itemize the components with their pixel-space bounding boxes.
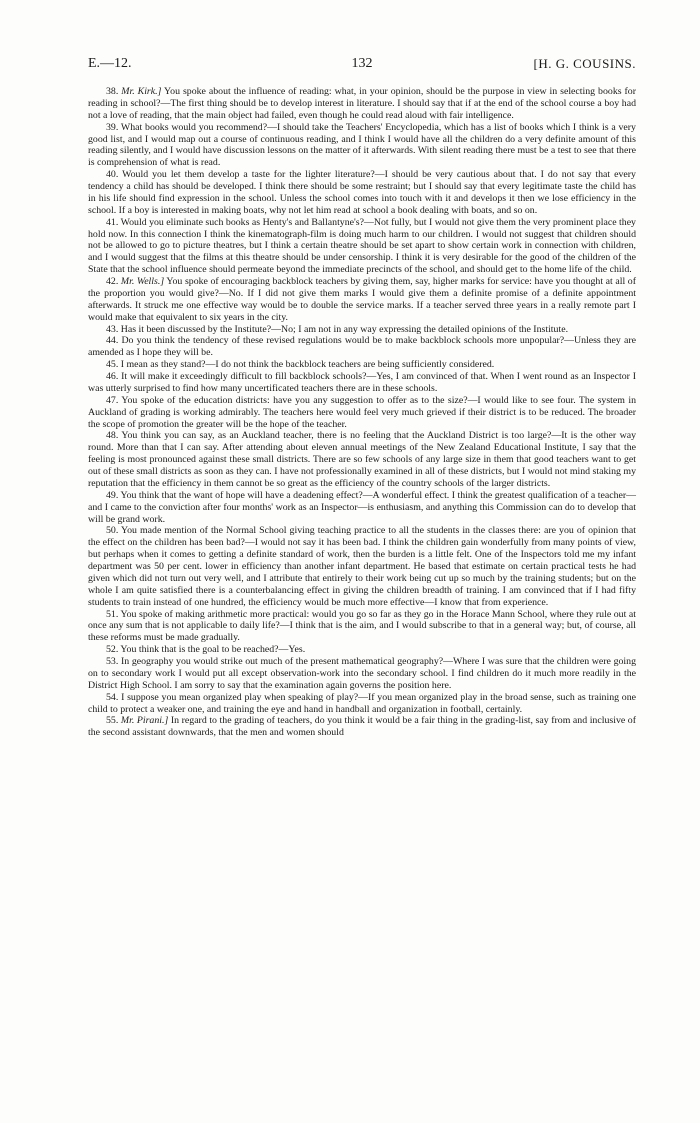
paragraph-text: You think you can say, as an Auckland teacher, there is no feeling that the Auckland District is too large?—It is the other way round. More than that I can say. After attending about eleven annual meetings of the New Zealand Educational Institute, I say that the feeling is most pronounced against these small districts. There are so few schools of any large size in them that good teachers want to get out of these small districts as soon as they can. I have not professionally examined in all of these districts, but I would not mind staking my reputation that the efficiency in them cannot be so great as the efficiency of the country schools of the larger districts. <box>88 430 636 489</box>
page-number: 132 <box>351 56 373 71</box>
paragraph-text: Has it been discussed by the Institute?—No; I am not in any way expressing the detailed opinions of the Institute. <box>120 323 569 335</box>
paragraph <box>88 335 636 359</box>
paragraph <box>88 324 636 336</box>
paragraph <box>88 276 636 324</box>
paragraph-text: I suppose you mean organized play when speaking of play?—If you mean organized play in the broad sense, such as training one child to protect a weaker one, and training the eye and hand in handball and organization in football, certainly. <box>88 691 636 715</box>
paragraph <box>88 490 636 526</box>
document-body <box>88 86 636 739</box>
paragraph <box>88 86 636 122</box>
speaker-name: Mr. Kirk.] <box>121 86 162 97</box>
question-number: 41. <box>106 216 119 228</box>
paragraph-text: You think that the want of hope will have a deadening effect?—A wonderful effect. I think the greatest qualification of a teacher—and I came to the conviction after four months' work as an Inspector—is enthusiasm, and anything this Commission can do to develop that will be grand work. <box>88 489 636 525</box>
paragraph <box>88 656 636 692</box>
question-number: 40. <box>106 169 119 181</box>
question-number: 49. <box>106 489 119 501</box>
paragraph <box>88 122 636 170</box>
paragraph-text: Would you let them develop a taste for the lighter literature?—I should be very cautious about that. I do not say that every tendency a child has should be developed. I think there should be some restraint; but I should say that every legitimate taste the child has in his life should find expression in the school. Unless the school comes into touch with it and develops it then we lose efficiency in the school. If a boy is interested in making boats, why not let him read at school a book dealing with boats, and so on. <box>88 169 636 216</box>
paragraph-text: Do you think the tendency of these revised regulations would be to make backblock schools more unpopular?—Unless they are amended as I hope they will be. <box>88 335 636 359</box>
paragraph-text: In geography you would strike out much of the present mathematical geography?—Where I was sure that the children were going on to secondary work I would put all except observation-work into the secondary school. I find children do it much more readily in the District High School. I am sorry to say that the examination again governs the position here. <box>88 656 636 691</box>
paragraph <box>88 395 636 431</box>
page-header <box>88 56 636 74</box>
paragraph-text: It will make it exceedingly difficult to fill backblock schools?—Yes, I am convinced of that. When I went round as an Inspector I was utterly surprised to find how many uncertificated teachers there are in these schools. <box>88 371 636 394</box>
paragraph <box>88 644 636 656</box>
paragraph-text: What books would you recommend?—I should take the Teachers' Encyclopedia, which has a list of books which I think is a very good list, and I would map out a course of continuous reading, and I think I would have all the children do a very definite amount of this reading silently, and I would have discussion lessons on the matter of it afterwards. With silent reading there must be a test to see that there is comprehension of what is read. <box>88 121 636 169</box>
question-number: 45. <box>106 359 119 371</box>
question-number: 42. <box>106 276 119 287</box>
question-number: 53. <box>106 656 119 667</box>
question-number: 54. <box>106 691 119 703</box>
paragraph <box>88 359 636 371</box>
question-number: 52. <box>106 644 119 656</box>
question-number: 51. <box>106 608 119 620</box>
paragraph <box>88 692 636 716</box>
question-number: 47. <box>106 394 119 406</box>
paragraph <box>88 430 636 489</box>
paragraph-text: In regard to the grading of teachers, do you think it would be a fair thing in the grading-list, say from and inclusive of the second assistant downwards, that the men and women should <box>88 715 636 739</box>
question-number: 46. <box>106 371 119 382</box>
paragraph <box>88 609 636 645</box>
paragraph <box>88 169 636 217</box>
paragraph-text: You spoke of the education districts: have you any suggestion to offer as to the size?—I would like to see four. The system in Auckland of grading is working admirably. The teachers here would feel very much grieved if their district is to be reduced. The broader the scope of promotion the greater will be the hope of the teacher. <box>88 394 636 430</box>
paragraph <box>88 525 636 608</box>
speaker-name: Mr. Pirani.] <box>120 715 169 727</box>
paragraph <box>88 217 636 276</box>
speaker-name: Mr. Wells.] <box>120 276 165 287</box>
report-code: E.—12. <box>88 56 132 71</box>
question-number: 39. <box>106 121 119 133</box>
question-number: 43. <box>106 323 119 335</box>
paragraph <box>88 715 636 739</box>
question-number: 38. <box>106 86 119 97</box>
question-number: 55. <box>106 715 119 727</box>
witness-name: [H. G. COUSINS. <box>533 56 636 71</box>
paragraph-text: You made mention of the Normal School giving teaching practice to all the students in the classes there: are you of opinion that the effect on the children has been bad?—I would not say it has been bad. I think the children gain wonderfully from many points of view, but perhaps when it comes to getting a definite standard of work, then the burden is a little felt. One of the Inspectors told me my infant department was 50 per cent. lower in efficiency than another infant department. He based that estimate on certain practical tests he had given which did not turn out very well, and I attribute that entirely to their work being cut up so much by the training students; but on the whole I am quite satisfied there is a counterbalancing effect in giving the children breadth of training. I am convinced that if I had fifty students to train instead of one hundred, the efficiency would be much more effective—I know that from experience. <box>88 525 636 608</box>
paragraph <box>88 371 636 395</box>
paragraph-text: You think that is the goal to be reached?—Yes. <box>120 644 306 656</box>
question-number: 48. <box>106 430 119 442</box>
question-number: 44. <box>106 335 119 347</box>
paragraph-text: I mean as they stand?—I do not think the backblock teachers are being sufficiently considered. <box>120 359 495 371</box>
question-number: 50. <box>106 525 119 537</box>
paragraph-text: You spoke of encouraging backblock teachers by giving them, say, higher marks for service: have you thought at all of the proportion you would give?—No. If I did not give them marks I would give them a definite promise of a definite appointment afterwards. It struck me one effective way would be to double the service marks. If a teacher served three years in a really remote part I would make that equivalent to six years in the city. <box>88 276 636 323</box>
paragraph-text: You spoke about the influence of reading: what, in your opinion, should be the purpose in view in selecting books for reading in school?—The first thing should be to develop interest in literature. I should say that if at the end of the school course a boy had not a love of reading, that the main object had failed, even though he could read aloud with fair intelligence. <box>88 86 637 121</box>
paragraph-text: You spoke of making arithmetic more practical: would you go so far as they go in the Horace Mann School, where they rule out at once any sum that is not applicable to daily life?—I think that is the aim, and I would subscribe to that in a general way; but, of course, all these reforms must be made gradually. <box>88 608 636 644</box>
paragraph-text: Would you eliminate such books as Henty's and Ballantyne's?—Not fully, but I would not give them the very prominent place they hold now. In this connection I think the kinematograph-film is doing much harm to our children. I would not suggest that children should not be allowed to go to picture theatres, but I think a certain theatre should be set apart to show certain work in connection with children, and I would suggest that the films at this theatre should be under censorship. I think it is very desirable for the good of the children of the State that the school influence should permeate beyond the immediate precincts of the school, and should get to the home life of the child. <box>88 216 636 276</box>
